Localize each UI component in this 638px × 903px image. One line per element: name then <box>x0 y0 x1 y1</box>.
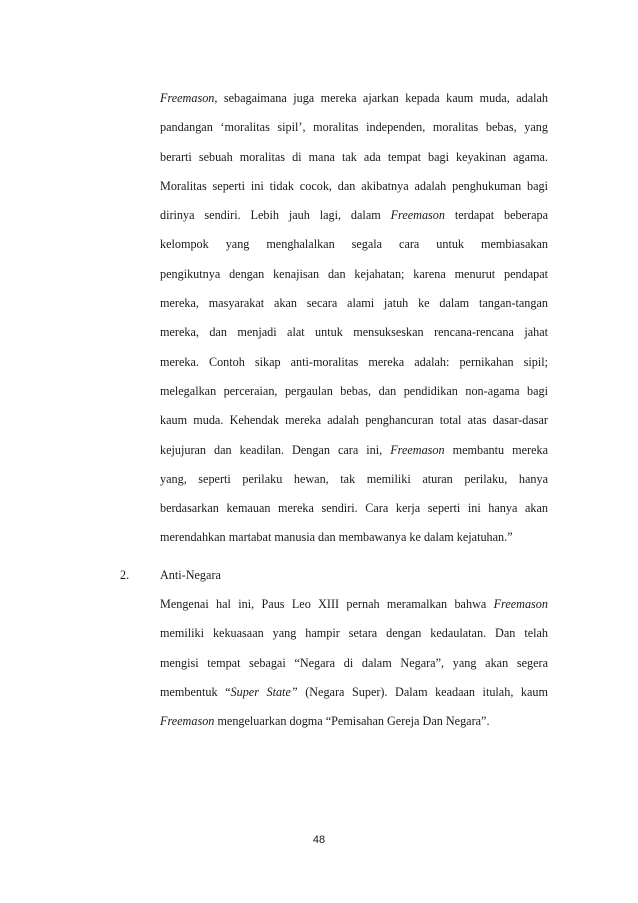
italic-term: Freemason <box>390 442 445 457</box>
text-run: membentuk “ <box>160 684 231 699</box>
text-run: kejujuran dan keadilan. Dengan cara ini, <box>160 442 391 457</box>
italic-term: Freemason <box>160 714 215 729</box>
italic-term: Freemason <box>390 208 445 223</box>
text-run: memiliki kekuasaan yang hampir setara dengan kedaulatan. Dan telah <box>160 626 548 641</box>
list-title: Anti-Negara <box>160 568 221 582</box>
body-paragraph-2 <box>160 590 548 736</box>
text-run: yang, seperti perilaku hewan, tak memiliki aturan perilaku, hanya <box>160 471 548 486</box>
italic-term: Freemason <box>493 597 548 611</box>
text-run: berarti sebuah moralitas di mana tak ada tempat bagi keyakinan agama. <box>160 149 548 164</box>
text-line <box>160 113 548 142</box>
text-line <box>160 348 548 377</box>
text-line <box>160 377 548 406</box>
text-line <box>160 84 548 113</box>
list-item-heading <box>120 561 221 590</box>
text-run: mengisi tempat sebagai “Negara di dalam Negara”, yang akan segera <box>160 655 548 670</box>
text-line <box>160 289 548 318</box>
text-run: (Negara Super). Dalam keadaan itulah, kaum <box>297 684 548 699</box>
text-run: mengeluarkan dogma “Pemisahan Gereja Dan Negara”. <box>214 714 490 729</box>
text-line <box>160 649 548 678</box>
text-line <box>160 707 548 736</box>
text-line <box>160 436 548 465</box>
text-line <box>160 201 548 230</box>
list-number: 2. <box>120 568 130 582</box>
text-line <box>160 494 548 523</box>
body-paragraph-1 <box>160 84 548 553</box>
text-run: kaum muda. Kehendak mereka adalah penghancuran total atas dasar-dasar <box>160 413 548 428</box>
text-run: berdasarkan kemauan mereka sendiri. Cara kerja seperti ini hanya akan <box>160 501 548 516</box>
text-run: melegalkan perceraian, pergaulan bebas, dan pendidikan non-agama bagi <box>160 383 548 398</box>
text-run: , sebagaimana juga mereka ajarkan kepada kaum muda, adalah <box>214 91 548 105</box>
text-line <box>160 143 548 172</box>
text-line <box>160 406 548 435</box>
text-line <box>160 260 548 289</box>
text-run: mereka, masyarakat akan secara alami jatuh ke dalam tangan-tangan <box>160 296 548 311</box>
text-run: terdapat beberapa <box>444 208 548 223</box>
text-run: merendahkan martabat manusia dan membawanya ke dalam kejatuhan.” <box>160 530 513 545</box>
text-line <box>160 678 548 707</box>
text-run: mereka, dan menjadi alat untuk mensukseskan rencana-rencana jahat <box>160 325 548 340</box>
text-run: kelompok yang menghalalkan segala cara untuk membiasakan <box>160 237 548 252</box>
text-line <box>160 318 548 347</box>
text-run: mereka. Contoh sikap anti-moralitas mereka adalah: pernikahan sipil; <box>160 354 548 369</box>
text-line <box>160 230 548 259</box>
italic-term: Freemason <box>160 91 215 105</box>
text-run: membantu mereka <box>444 442 548 457</box>
text-run: pengikutnya dengan kenajisan dan kejahatan; karena menurut pendapat <box>160 266 548 281</box>
text-run: Moralitas seperti ini tidak cocok, dan akibatnya adalah penghukuman bagi <box>160 178 548 193</box>
text-line <box>160 172 548 201</box>
text-line <box>160 590 548 619</box>
text-line <box>160 465 548 494</box>
italic-term: Super State” <box>230 684 298 699</box>
text-run: pandangan ‘moralitas sipil’, moralitas independen, moralitas bebas, yang <box>160 120 548 135</box>
text-run: dirinya sendiri. Lebih jauh lagi, dalam <box>160 208 391 223</box>
page-number: 48 <box>312 834 326 846</box>
text-run: Mengenai hal ini, Paus Leo XIII pernah meramalkan bahwa <box>160 597 494 611</box>
text-line <box>160 523 548 552</box>
text-line <box>160 619 548 648</box>
